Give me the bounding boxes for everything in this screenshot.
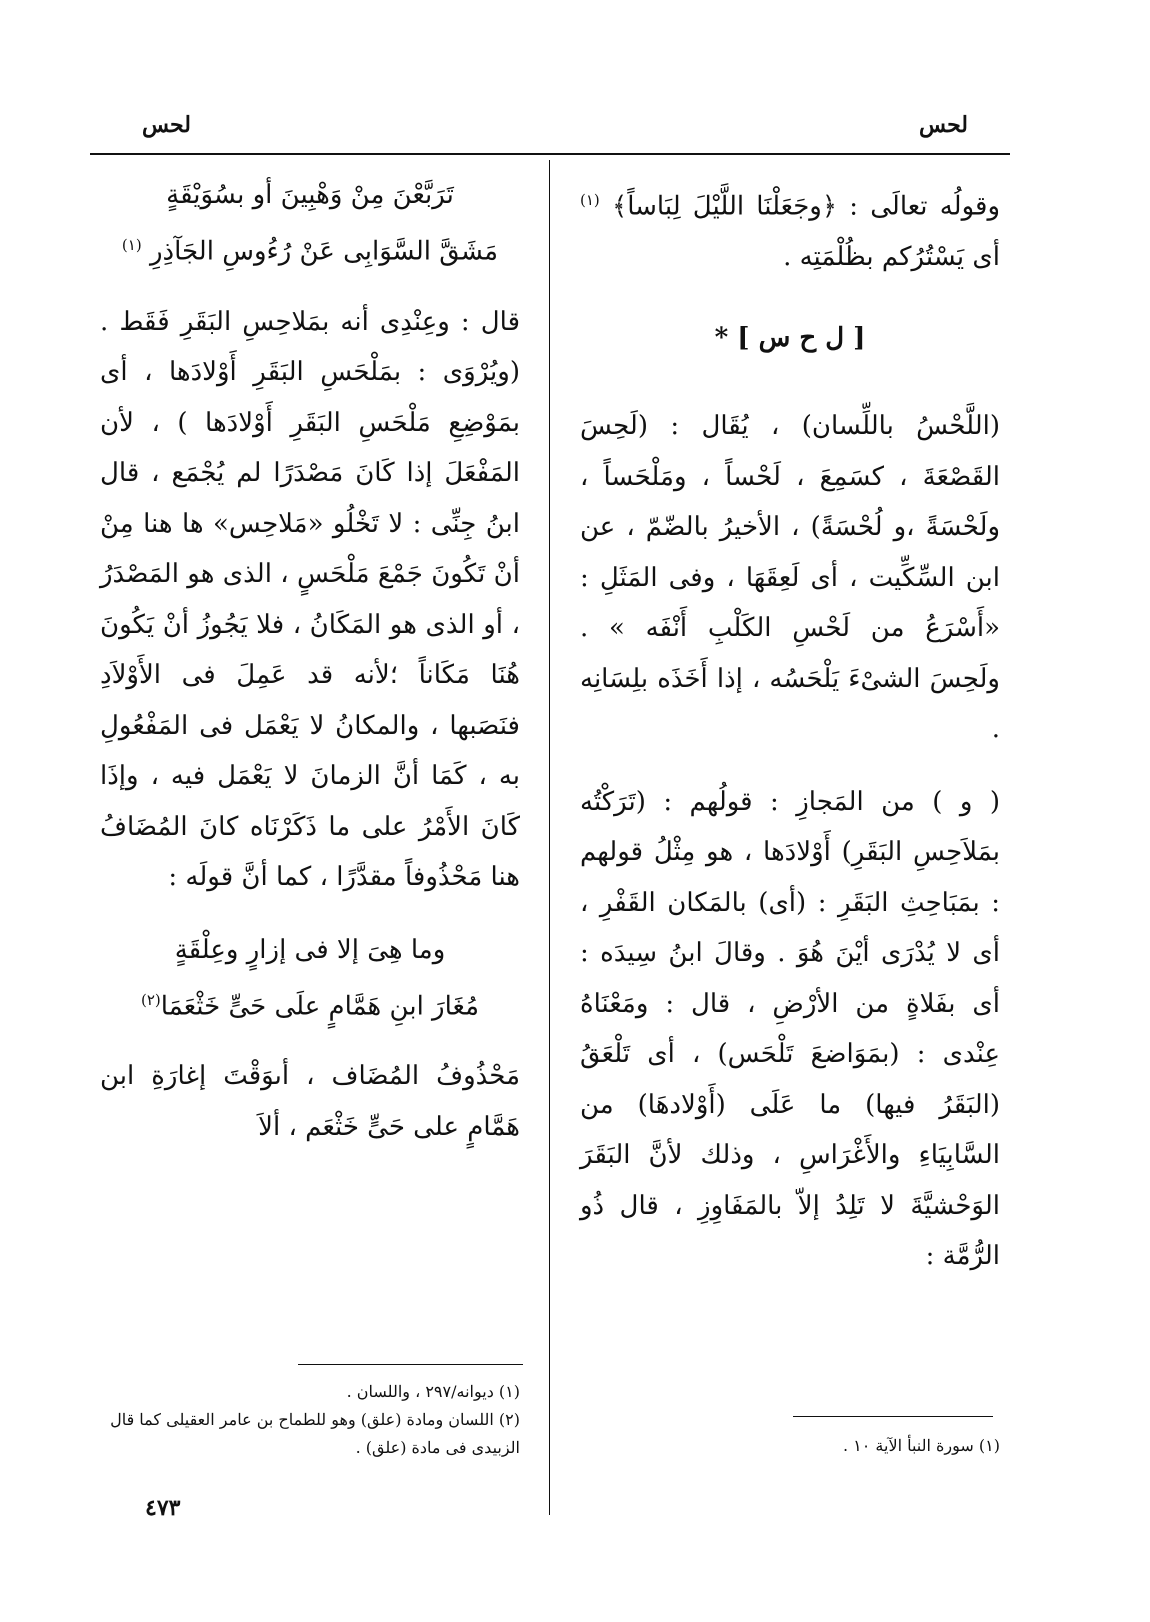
column-divider [549,160,550,1515]
left-column [100,170,520,1174]
running-head-left: لحس [142,112,191,138]
definition-paragraph: (اللَّحْسُ باللِّسان) ، يُقَال : (لَحِسَ القَصْعَةَ ، كسَمِعَ ، لَحْساً ، ومَلْحَساً ، ولَحْسَةً ،و لُحْسَةً) ، الأخيرُ بالضّمّ ، عن ابن السِّكِّيت ، أى لَعِقَهَا ، وفى المَثَلِ : «أَسْرَعُ من لَحْسِ الكَلْبِ أَنْفَه » . ولَحِسَ الشىْءَ يَلْحَسُه ، إذا أَخَذَه بلِسَانِه . [580,411,1000,745]
footnote-rule-left [298,1364,523,1365]
commentary-paragraph: مَحْذُوفُ المُضَاف ، أىوَقْتَ إغارَةِ ابن هَمَّامٍ على حَىٍّ خَثْعَم ، ألاَ [100,1061,520,1142]
root-heading: [ ل ح س ] * [714,322,866,353]
quran-quote: وقولُه تعالَى : ﴿وجَعَلْنَا اللَّيْلَ لِبَاساً﴾ [611,191,1001,222]
quran-quote-paragraph [580,175,1000,283]
footnotes-left [100,1378,520,1462]
footnote-ref-2: (٢) [140,990,161,1009]
verse-line [100,220,520,277]
footnote-ref-1: (١) [580,191,600,209]
poem-verse [100,170,520,277]
header-rule [90,153,1010,155]
footnote-ref-1: (١) [121,236,142,254]
footnote: (٢) اللسان ومادة (علق) وهو للطماح بن عامر العقيلى كما قال الزبيدى فى مادة (علق) . [110,1410,520,1457]
right-column [580,175,1000,1304]
quote-explanation: أى يَسْتُرُكم بظُلْمَتِه . [783,242,1000,273]
footnote-rule-right [793,1416,993,1417]
running-head-right: لحس [919,112,968,138]
majaz-paragraph: ( و ) من المَجازِ : قولُهم : (تَرَكْتُه بمَلاَحِسِ البَقَرِ) أَوْلادَها ، هو مِثْلُ قولهم : بمَبَاحِثِ البَقَرِ : (أى) بالمَكان القَفْرِ ، أى لا يُدْرَى أيْنَ هُوَ . وقالَ ابنُ سِيدَه : أى بفَلاةٍ من الأرْضِ ، قال : ومَعْنَاهُ عِنْدى : (بمَوَاضعَ تَلْحَس) ، أى تَلْعَقُ (البَقَرُ فيها) ما عَلَى (أَوْلادهَا) من السَّابِيَاءِ والأَغْرَاسِ ، وذلك لأنَّ البَقَرَ الوَحْشيَّةَ لا تَلِدُ إلاّ بالمَفَاوِزِ ، قال ذُو الرُّمَّة : [580,786,1000,1272]
poem-verse [100,925,520,1032]
verse-text: مُغَارَ ابنِ هَمَّامٍ علَى حَىٍّ خَثْعَمَا [160,991,479,1022]
verse-line: وما هِىَ إلا فى إزارٍ وعِلْقَةٍ [174,934,446,965]
verse-text: مَشَقَّ السَّوَابِى عَنْ رُءُوسِ الجَآذِرِ [149,236,499,267]
commentary-paragraph: قال : وعِنْدِى أنه بمَلاحِسِ البَقَرِ فَقَط . (ويُرْوَى : بمَلْحَسِ البَقَرِ أَوْلادَها ، أى بمَوْضِعِ مَلْحَسِ البَقَرِ أَوْلادَها ) ، لأن المَفْعَلَ إذا كَانَ مَصْدَرًا لم يُجْمَع ، قال ابنُ جِنِّى : لا تَخْلُو «مَلاحِس» ها هنا مِنْ أنْ تَكُونَ جَمْعَ مَلْحَسٍ ، الذى هو المَصْدَرُ ، أو الذى هو المَكَانُ ، فلا يَجُوزُ أنْ يَكُونَ هُنَا مَكَاناً ؛لأنه قد عَمِلَ فى الأَوْلاَدِ فنَصَبها ، والمكانُ لا يَعْمَل فى المَفْعُولِ به ، كَمَا أنَّ الزمانَ لا يَعْمَل فيه ، وإذَا كَانَ الأَمْرُ على ما ذَكَرْنَاه كانَ المُضَافُ هنا مَحْذُوفاً مقدَّرًا ، كما أنَّ قولَه : [100,306,520,893]
verse-line [100,975,520,1032]
page-number: ٤٧٣ [145,1495,181,1521]
footnote: (١) سورة النبأ الآية ١٠ . [842,1436,1000,1455]
footnote: (١) ديوانه/٢٩٧ ، واللسان . [346,1382,520,1401]
verse-line: تَرَبَّعْنَ مِنْ وَهْبِينَ أو بسُوَيْقَةٍ [166,180,454,210]
footnotes-right [580,1432,1000,1460]
